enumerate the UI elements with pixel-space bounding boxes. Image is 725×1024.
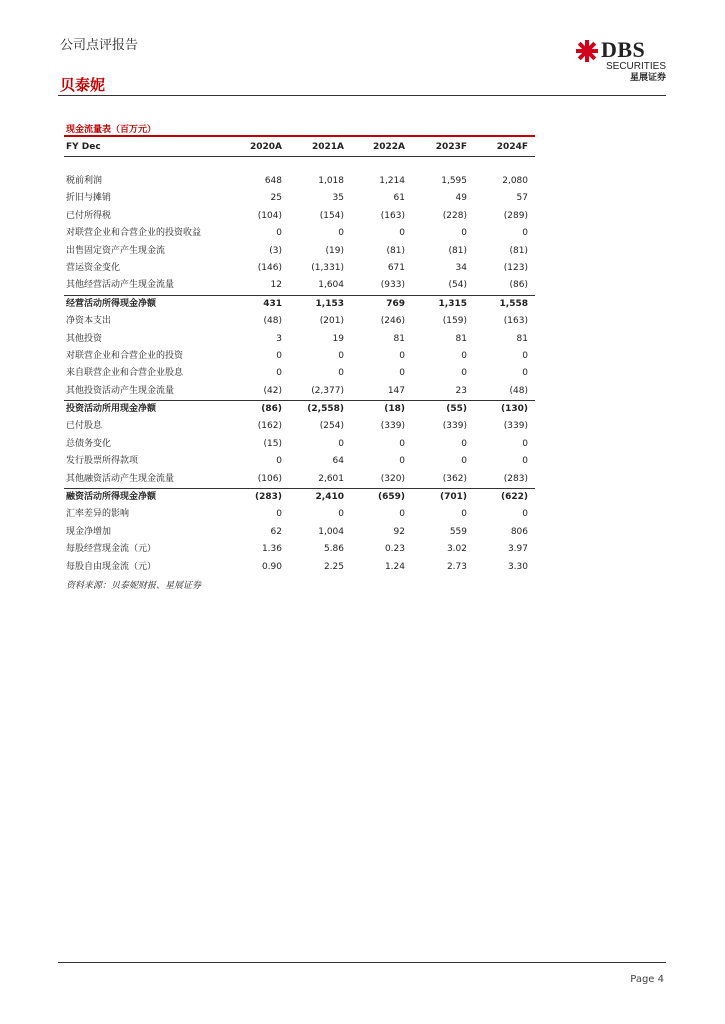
dbs-star-icon xyxy=(576,40,598,62)
table-cell: 0 xyxy=(399,438,405,449)
logo-cn: 星展证券 xyxy=(629,73,666,83)
table-cell: 0 xyxy=(522,368,528,379)
dbs-logo xyxy=(576,38,666,88)
table-cell: 0 xyxy=(461,368,467,379)
table-cell: (339) xyxy=(380,421,405,432)
table-cell: 0 xyxy=(399,368,405,379)
row-label: 其他投资活动产生现金流量 xyxy=(66,385,175,396)
table-cell: (81) xyxy=(448,245,467,256)
table-cell: 2.73 xyxy=(446,561,467,572)
table-cell: (81) xyxy=(509,245,528,256)
table-cell: 25 xyxy=(270,193,282,204)
table-cell: 0 xyxy=(338,228,344,239)
table-cell: (154) xyxy=(319,210,344,221)
table-cell: (48) xyxy=(509,385,528,396)
table-cell: (2,377) xyxy=(311,385,344,396)
row-label: 税前利润 xyxy=(66,176,103,186)
row-label: 已付所得税 xyxy=(66,210,112,221)
row-label: 已付股息 xyxy=(66,421,103,432)
table-cell: 671 xyxy=(387,262,405,273)
table-row xyxy=(64,365,535,382)
table-cell: 0 xyxy=(276,228,282,239)
table-cell: 0 xyxy=(522,438,528,449)
table-cell: (254) xyxy=(319,421,344,432)
table-cell: 0 xyxy=(399,509,405,520)
table-cell: (283) xyxy=(503,473,528,484)
table-cell: (362) xyxy=(442,473,467,484)
table-cell: (246) xyxy=(380,316,405,327)
table-cell: 92 xyxy=(393,526,405,537)
table-cell: 2.25 xyxy=(323,561,344,572)
row-label: 现金净增加 xyxy=(66,526,112,537)
table-cell: 559 xyxy=(449,526,467,537)
table-cell: 3.97 xyxy=(507,544,528,555)
table-cell: 0 xyxy=(461,228,467,239)
table-title-rule xyxy=(64,135,535,137)
header-rule xyxy=(58,95,666,96)
table-cell: (130) xyxy=(500,404,528,415)
table-row xyxy=(64,295,535,313)
table-row xyxy=(64,453,535,470)
row-label: 其他经营活动产生现金流量 xyxy=(66,280,175,291)
table-cell: (339) xyxy=(442,421,467,432)
table-row xyxy=(64,471,535,488)
column-header: 2023F xyxy=(435,142,467,152)
table-row xyxy=(64,243,535,260)
table-cell: 0 xyxy=(276,509,282,520)
table-cell: 0 xyxy=(461,456,467,467)
table-cell: (163) xyxy=(380,210,405,221)
table-row xyxy=(64,277,535,294)
table-cell: (201) xyxy=(319,316,344,327)
logo-name: DBS xyxy=(601,37,646,62)
table-cell: (15) xyxy=(263,438,282,449)
table-cell: (659) xyxy=(377,492,405,503)
table-cell: (320) xyxy=(380,473,405,484)
table-cell: (622) xyxy=(500,492,528,503)
table-row xyxy=(64,436,535,453)
logo-sub: SECURITIES xyxy=(605,61,666,72)
table-cell: (19) xyxy=(325,245,344,256)
column-header: 2022A xyxy=(372,142,405,152)
table-cell: 1,595 xyxy=(441,176,467,186)
table-cell: 3.30 xyxy=(507,561,528,572)
table-cell: 0 xyxy=(522,509,528,520)
table-cell: 0 xyxy=(276,456,282,467)
table-cell: 1.24 xyxy=(384,561,405,572)
table-cell: 0 xyxy=(338,368,344,379)
table-row xyxy=(64,524,535,541)
table-cell: 0 xyxy=(522,228,528,239)
row-label: 其他融资活动产生现金流量 xyxy=(66,473,175,484)
table-row xyxy=(64,313,535,330)
table-cell: 23 xyxy=(455,385,467,396)
row-label: 营运资金变化 xyxy=(66,262,121,273)
table-cell: 0 xyxy=(338,438,344,449)
table-cell: 1,315 xyxy=(438,298,467,309)
table-row xyxy=(64,173,535,190)
row-label: 总债务变化 xyxy=(66,438,112,449)
table-cell: 1,153 xyxy=(315,298,344,309)
column-header: 2024F xyxy=(496,142,528,152)
table-cell: 0.23 xyxy=(384,544,405,555)
table-cell: 147 xyxy=(387,385,405,396)
table-cell: 1,018 xyxy=(318,176,344,186)
table-cell: (123) xyxy=(503,262,528,273)
table-cell: 1,004 xyxy=(318,526,344,537)
table-row xyxy=(64,506,535,523)
row-label: 其他投资 xyxy=(66,333,103,344)
table-row xyxy=(64,225,535,242)
table-cell: 62 xyxy=(270,526,282,537)
table-cell: 769 xyxy=(386,298,405,309)
report-type: 公司点评报告 xyxy=(60,38,139,53)
table-row xyxy=(64,418,535,435)
row-label: 投资活动所用现金净额 xyxy=(66,404,157,415)
table-cell: 1,214 xyxy=(379,176,405,186)
table-row xyxy=(64,190,535,207)
table-header-row xyxy=(64,138,535,157)
row-label: 折旧与摊销 xyxy=(66,193,112,204)
table-cell: 57 xyxy=(516,193,528,204)
table-cell: (81) xyxy=(386,245,405,256)
table-cell: 0 xyxy=(399,228,405,239)
table-row xyxy=(64,348,535,365)
table-cell: 35 xyxy=(332,193,344,204)
table-row xyxy=(64,541,535,558)
table-cell: 431 xyxy=(263,298,282,309)
table-cell: 61 xyxy=(393,193,405,204)
table-cell: (289) xyxy=(503,210,528,221)
source-note: 资料来源：贝泰妮财报、星展证券 xyxy=(66,581,202,591)
table-row xyxy=(64,331,535,348)
table-cell: 19 xyxy=(332,333,344,344)
table-cell: 1,558 xyxy=(499,298,528,309)
table-cell: 0 xyxy=(399,350,405,361)
table-cell: 0 xyxy=(338,350,344,361)
table-row xyxy=(64,260,535,277)
page-number: Page 4 xyxy=(630,974,664,985)
row-label: 每股自由现金流（元） xyxy=(66,561,157,572)
row-label: 每股经营现金流（元） xyxy=(66,544,157,555)
table-cell: 2,080 xyxy=(502,176,528,186)
table-cell: 34 xyxy=(455,262,467,273)
table-cell: (42) xyxy=(263,385,282,396)
table-cell: 49 xyxy=(455,193,467,204)
table-cell: (48) xyxy=(263,316,282,327)
table-title: 现金流量表（百万元） xyxy=(66,125,157,135)
table-cell: (701) xyxy=(439,492,467,503)
table-cell: 0 xyxy=(461,438,467,449)
table-body xyxy=(64,173,535,576)
table-cell: 1.36 xyxy=(261,544,282,555)
cash-flow-table xyxy=(64,138,535,576)
table-row xyxy=(64,488,535,506)
table-cell: 0 xyxy=(276,350,282,361)
table-cell: (228) xyxy=(442,210,467,221)
table-cell: 0 xyxy=(461,350,467,361)
table-cell: 3 xyxy=(276,333,282,344)
table-cell: (163) xyxy=(503,316,528,327)
table-row xyxy=(64,383,535,400)
table-cell: 5.86 xyxy=(323,544,344,555)
table-cell: (55) xyxy=(446,404,467,415)
table-cell: (86) xyxy=(261,404,282,415)
table-row xyxy=(64,400,535,418)
table-cell: (933) xyxy=(380,280,405,291)
table-cell: 1,604 xyxy=(318,280,344,291)
table-cell: (339) xyxy=(503,421,528,432)
row-label: 对联营企业和合营企业的投资 xyxy=(66,350,184,361)
footer-rule xyxy=(58,962,666,963)
table-cell: (3) xyxy=(269,245,282,256)
company-name: 贝泰妮 xyxy=(60,76,106,94)
row-label: 净资本支出 xyxy=(66,316,112,327)
table-cell: (159) xyxy=(442,316,467,327)
column-header: 2021A xyxy=(311,142,344,152)
table-cell: (54) xyxy=(448,280,467,291)
table-cell: 0 xyxy=(338,509,344,520)
table-cell: 648 xyxy=(264,176,282,186)
row-label: 发行股票所得款项 xyxy=(66,456,139,467)
row-label: 出售固定资产产生现金流 xyxy=(66,245,166,256)
row-label: 汇率差异的影响 xyxy=(66,509,130,520)
table-cell: (1,331) xyxy=(311,262,344,273)
table-cell: 12 xyxy=(270,280,282,291)
table-cell: 0 xyxy=(276,368,282,379)
table-cell: (283) xyxy=(254,492,282,503)
table-cell: 81 xyxy=(393,333,405,344)
table-cell: 3.02 xyxy=(446,544,467,555)
table-cell: (86) xyxy=(509,280,528,291)
table-cell: 81 xyxy=(516,333,528,344)
row-label: 经营活动所得现金净额 xyxy=(66,298,157,309)
row-label: 来自联营企业和合营企业股息 xyxy=(66,368,184,379)
table-cell: 0 xyxy=(399,456,405,467)
table-spacer xyxy=(64,157,535,173)
table-cell: 0 xyxy=(522,456,528,467)
table-row xyxy=(64,208,535,225)
table-row xyxy=(64,559,535,576)
table-cell: 0 xyxy=(461,509,467,520)
table-cell: (162) xyxy=(257,421,282,432)
table-cell: 2,410 xyxy=(315,492,344,503)
row-label: 融资活动所得现金净额 xyxy=(66,492,157,503)
table-cell: (106) xyxy=(257,473,282,484)
column-header: 2020A xyxy=(249,142,282,152)
column-header: FY Dec xyxy=(66,142,101,152)
table-cell: 806 xyxy=(510,526,528,537)
table-cell: 2,601 xyxy=(318,473,344,484)
table-cell: 81 xyxy=(455,333,467,344)
row-label: 对联营企业和合营企业的投资收益 xyxy=(66,228,202,239)
table-cell: 0.90 xyxy=(261,561,282,572)
table-cell: (146) xyxy=(257,262,282,273)
table-cell: 64 xyxy=(332,456,344,467)
table-cell: 0 xyxy=(522,350,528,361)
table-cell: (18) xyxy=(384,404,405,415)
table-cell: (2,558) xyxy=(307,404,344,415)
table-cell: (104) xyxy=(257,210,282,221)
